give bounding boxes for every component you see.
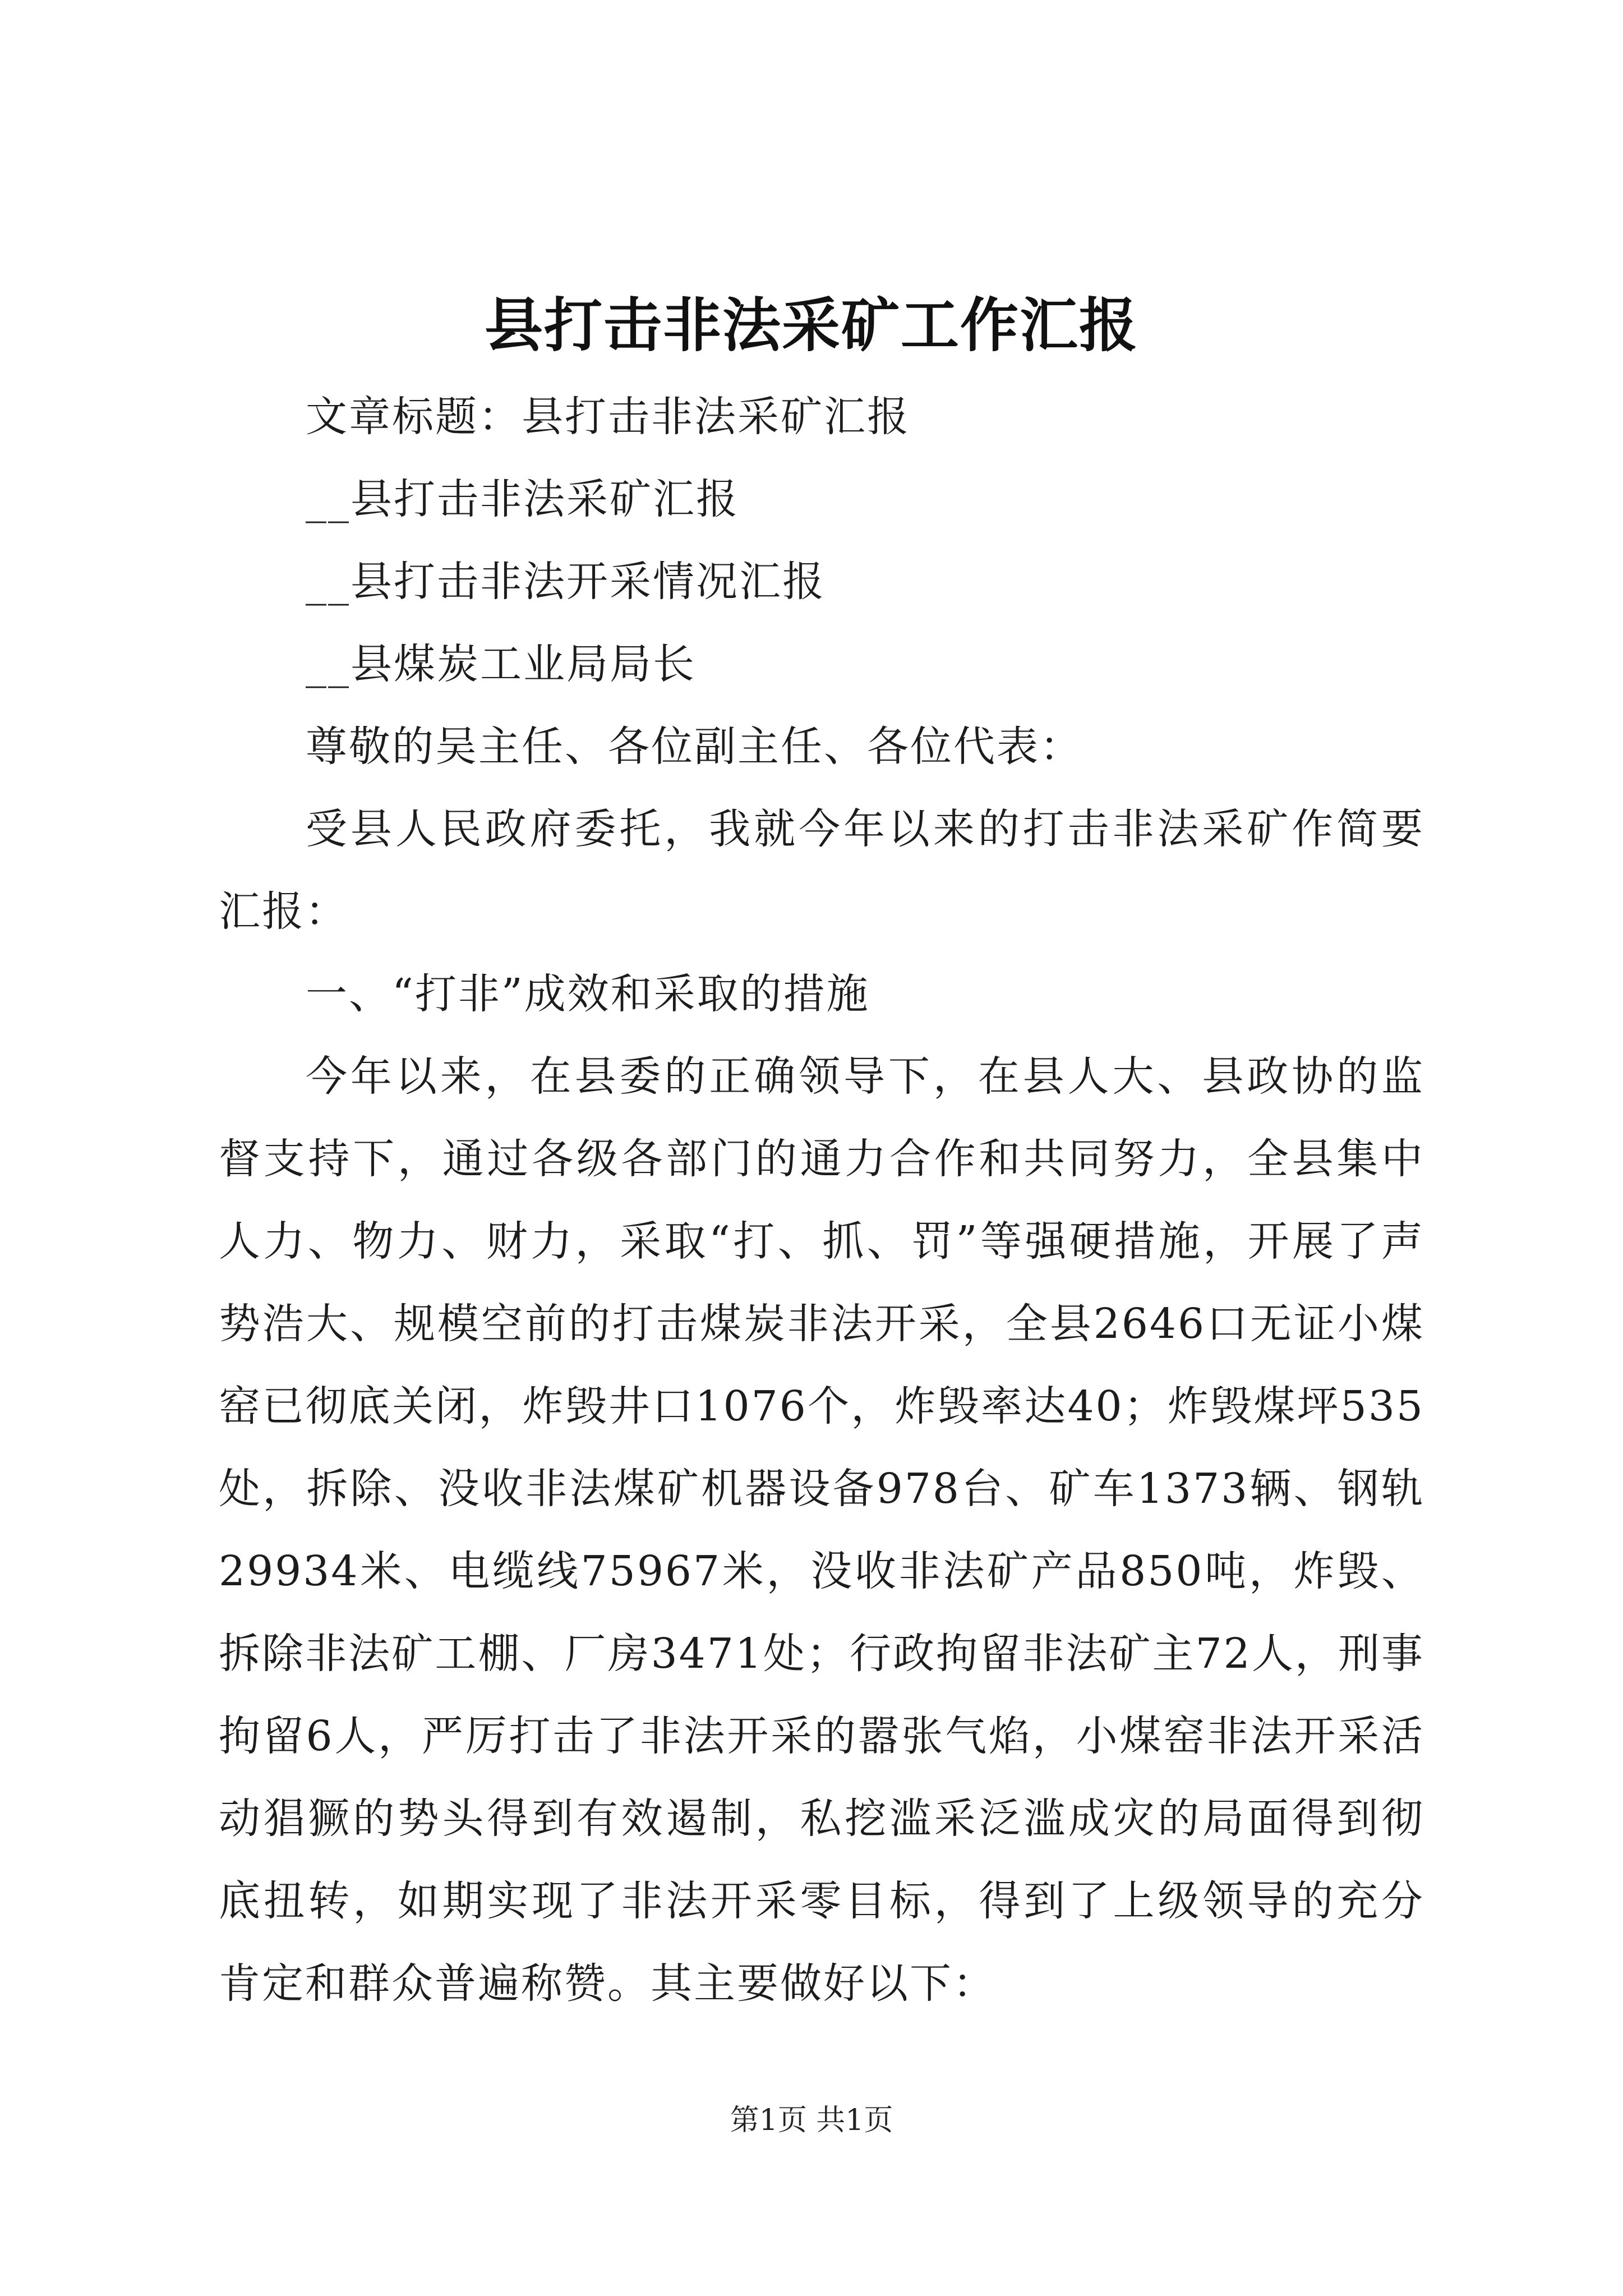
- paragraph-intro: 受县人民政府委托，我就今年以来的打击非法采矿作简要汇报：: [219, 805, 1424, 936]
- paragraph-report-subtitle: __县打击非法开采情况汇报: [306, 558, 826, 606]
- paragraph-article-title: 文章标题：县打击非法采矿汇报: [306, 393, 910, 441]
- page-footer: 第1页 共1页: [730, 2104, 893, 2137]
- paragraph-report-name: __县打击非法采矿汇报: [306, 475, 739, 523]
- paragraph-main-body: 今年以来，在县委的正确领导下，在县人大、县政协的监督支持下，通过各级各部门的通力合作和共同努力，全县集中人力、物力、财力，采取“打、抓、罚”等强硬措施，开展了声势浩大、规模空前的打击煤炭非法开采，全县2646口无证小煤窑已彻底关闭，炸毁井口1076个，炸毁率达40；炸毁煤坪535处，拆除、没收非法煤矿机器设备978台、矿车1373辆、钢轨29934米、电缆线75967米，没收非法矿产品850吨，炸毁、拆除非法矿工棚、厂房3471处；行政拘留非法矿主72人，刑事拘留6人，严厉打击了非法开采的嚣张气焰，小煤窑非法开采活动猖獗的势头得到有效遏制，私挖滥采泛滥成灾的局面得到彻底扭转，如期实现了非法开采零目标，得到了上级领导的充分肯定和群众普遍称赞。其主要做好以下：: [219, 1052, 1424, 2008]
- paragraph-salutation: 尊敬的吴主任、各位副主任、各位代表：: [306, 723, 1083, 771]
- paragraph-section-heading: 一、“打非”成效和采取的措施: [306, 970, 870, 1018]
- paragraph-author: __县煤炭工业局局长: [306, 640, 696, 688]
- document-title: 县打击非法采矿工作汇报: [484, 291, 1138, 360]
- document-body: [219, 376, 1424, 2025]
